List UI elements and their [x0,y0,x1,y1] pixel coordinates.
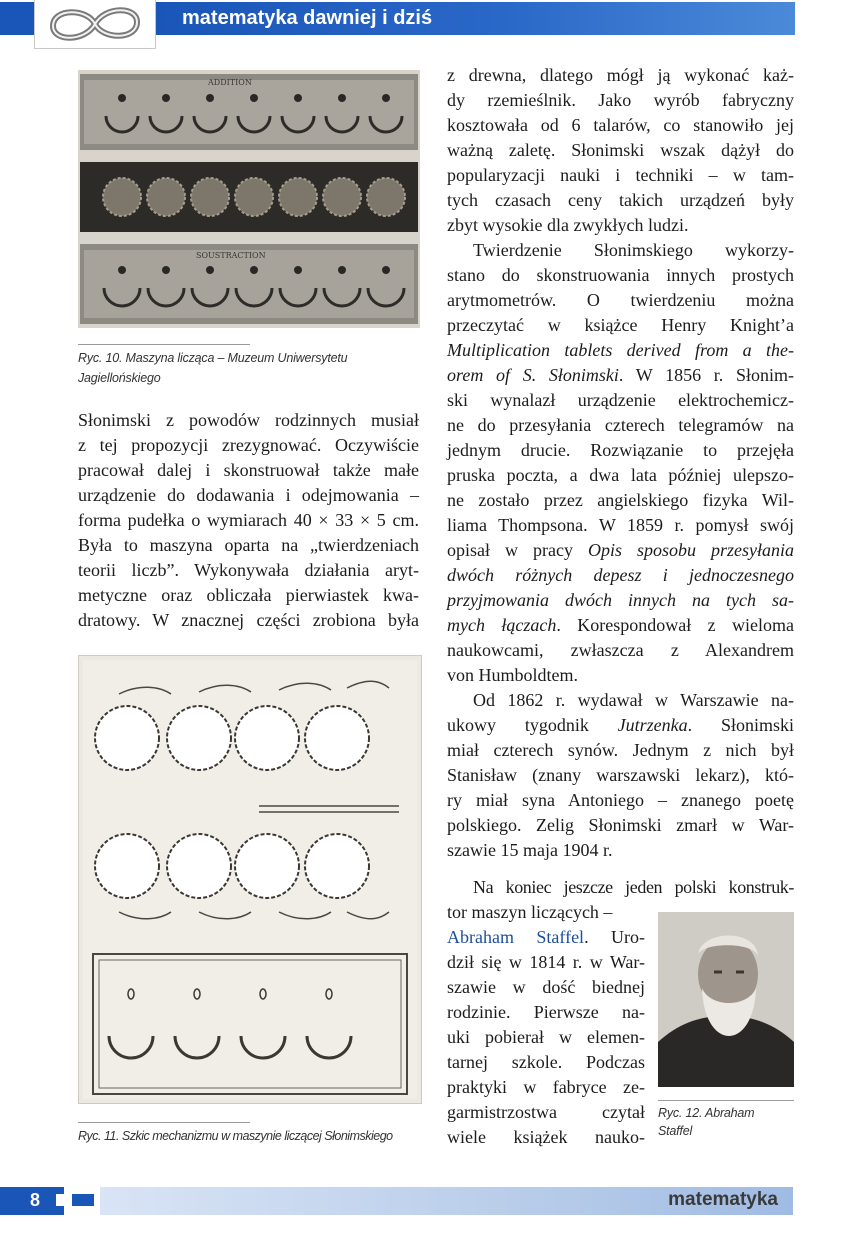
text-line: Multiplication tablets derived from a the- [447,340,794,360]
figure-11-caption-rule [78,1122,250,1123]
text-line: Słonimski z powodów rodzinnych musiał [78,410,419,430]
text-line: urządzenie do dodawania i odejmowania – [78,485,419,505]
text-line: pracował dalej i skonstruował także małe [78,460,419,480]
italic-span: orem of S. Słonimski [447,365,619,385]
text-span: . Uro- [584,927,645,947]
text-line: ski wynalazł urządzenie elektrochemicz- [447,390,794,410]
figure-11-caption: Ryc. 11. Szkic mechanizmu w maszynie liczącej Słonimskiego [78,1129,393,1143]
text-span: . Korespondował z wieloma [556,615,794,635]
text-span: opisał w pracy [447,540,588,560]
text-line: ne do przesyłania czterech telegramów na [447,415,794,435]
text-line [447,538,794,563]
text-line: szawie w dość biednej [447,977,645,997]
text-line: naukowcami, zwłaszcza z Alexandrem [447,640,794,660]
text-line: szawie 15 maja 1904 r. [447,840,613,860]
text-line: tarnej szkole. Podczas [447,1052,645,1072]
figure-calculating-machine-photo [78,70,420,328]
right-column-text [447,63,794,863]
text-line: pruska poczta, a dwa lata później ulepszo- [447,465,794,485]
text-line: Na koniec jeszcze jeden polski konstruk- [473,877,794,897]
text-line: dwóch różnych depesz i jednoczesnego [447,565,794,585]
plate-label-bottom: SOUSTRACTION [196,251,266,260]
text-line: polskiego. Zelig Słonimski zmarł w War- [447,815,794,835]
text-line [447,363,794,388]
text-line: dził się w 1814 r. w War- [447,952,645,972]
text-line: tor maszyn liczących – [447,902,613,922]
text-line: rodzinie. Pierwsze na- [447,1002,645,1022]
text-line: forma pudełka o wymiarach 40 × 33 × 5 cm. [78,510,419,530]
plate-label-top: ADDITION [208,78,252,87]
text-line: przeczytać w książce Henry Knight’a [447,315,794,335]
text-line: miał czterech synów. Jednym z nich był [447,740,794,760]
page-number: 8 [30,1190,41,1210]
text-line: z tej propozycji zrezygnować. Oczywiście [78,435,419,455]
text-line [447,925,645,950]
text-line: ne zostało przez angielskiego fizyka Wil- [447,490,794,510]
text-span: . Słonimski [687,715,794,735]
text-line [447,713,794,738]
text-line: ry miał syna Antoniego – znanego poetę [447,790,794,810]
text-line [447,613,794,638]
italic-span: Opis sposobu przesyłania [587,540,795,560]
caption-line: Staffel [658,1124,693,1138]
text-line: dratowy. W znacznej części zrobiona była [78,610,419,630]
text-line: teorii liczb”. Wykonywała działania aryt- [78,560,419,580]
italic-span: mych łączach [447,615,557,635]
text-line: metyczne oraz obliczała pierwiastek kwa- [78,585,419,605]
figure-10-caption [78,348,418,388]
text-line: popularyzacji nauki i techniki – w tam- [447,165,794,185]
text-line: wiele książek nauko- [447,1127,645,1147]
figure-12-caption-rule [658,1100,794,1101]
text-line: ważną zaletę. Słonimski wszak dążył do [447,140,794,160]
text-span: . W 1856 r. Słonim- [618,365,794,385]
text-line: dy rzemieślnik. Jako wyrób fabryczny [447,90,794,110]
header-logo [34,0,156,49]
left-column-paragraph [78,408,419,633]
text-line: przyjmowania dwóch innych na tych sa- [447,590,794,610]
text-line: Twierdzenie Słonimskiego wykorzy- [473,240,794,260]
text-line: jednym drucie. Rozwiązanie to przejęła [447,440,794,460]
text-line: kosztowała od 6 talarów, co stanowiło jej [447,115,794,135]
figure-portrait-abraham-staffel [658,912,794,1087]
footer-section-title: matematyka [668,1189,778,1210]
text-line: uki pobierał w elemen- [447,1027,645,1047]
text-line: Od 1862 r. wydawał w Warszawie na- [473,690,794,710]
text-line: z drewna, dlatego mógł ją wykonać każ- [447,65,794,85]
text-span: ukowy tygodnik [447,715,618,735]
figure-10-caption-rule [78,344,250,345]
caption-line: Ryc. 12. Abraham [658,1106,755,1120]
text-line: stano do skonstruowania innych prostych [447,265,794,285]
header-title: matematyka dawniej i dziś [182,7,433,29]
text-line: Była to maszyna oparta na „twierdzeniach [78,535,419,555]
text-line: praktyki w fabryce ze- [447,1077,645,1097]
caption-line: Ryc. 10. Maszyna licząca – Muzeum Uniwersytetu [78,351,348,365]
text-line: von Humboldtem. [447,665,578,685]
text-line: tych czasach ceny takich urządzeń były [447,190,794,210]
figure-mechanism-sketch [78,655,422,1104]
italic-span: Jutrzenka [617,715,688,735]
portrait-wrap-text [447,925,645,1150]
figure-12-caption [658,1104,794,1140]
footer-square-decoration [72,1194,94,1206]
caption-line: Jagiellońskiego [78,371,161,385]
text-line: liama Thompsona. W 1859 r. pomysł swój [447,515,794,535]
text-line: arytmometrów. O twierdzeniu można [447,290,794,310]
text-line: Stanisław (znany warszawski lekarz), któ- [447,765,794,785]
text-line: zbyt wysokie dla zwykłych ludzi. [447,215,689,235]
footer-square-decoration [56,1194,68,1206]
text-line: garmistrzostwa czytał [447,1102,645,1122]
infinity-logo-icon [35,0,155,48]
abraham-staffel-link[interactable]: Abraham Staffel [447,927,585,947]
